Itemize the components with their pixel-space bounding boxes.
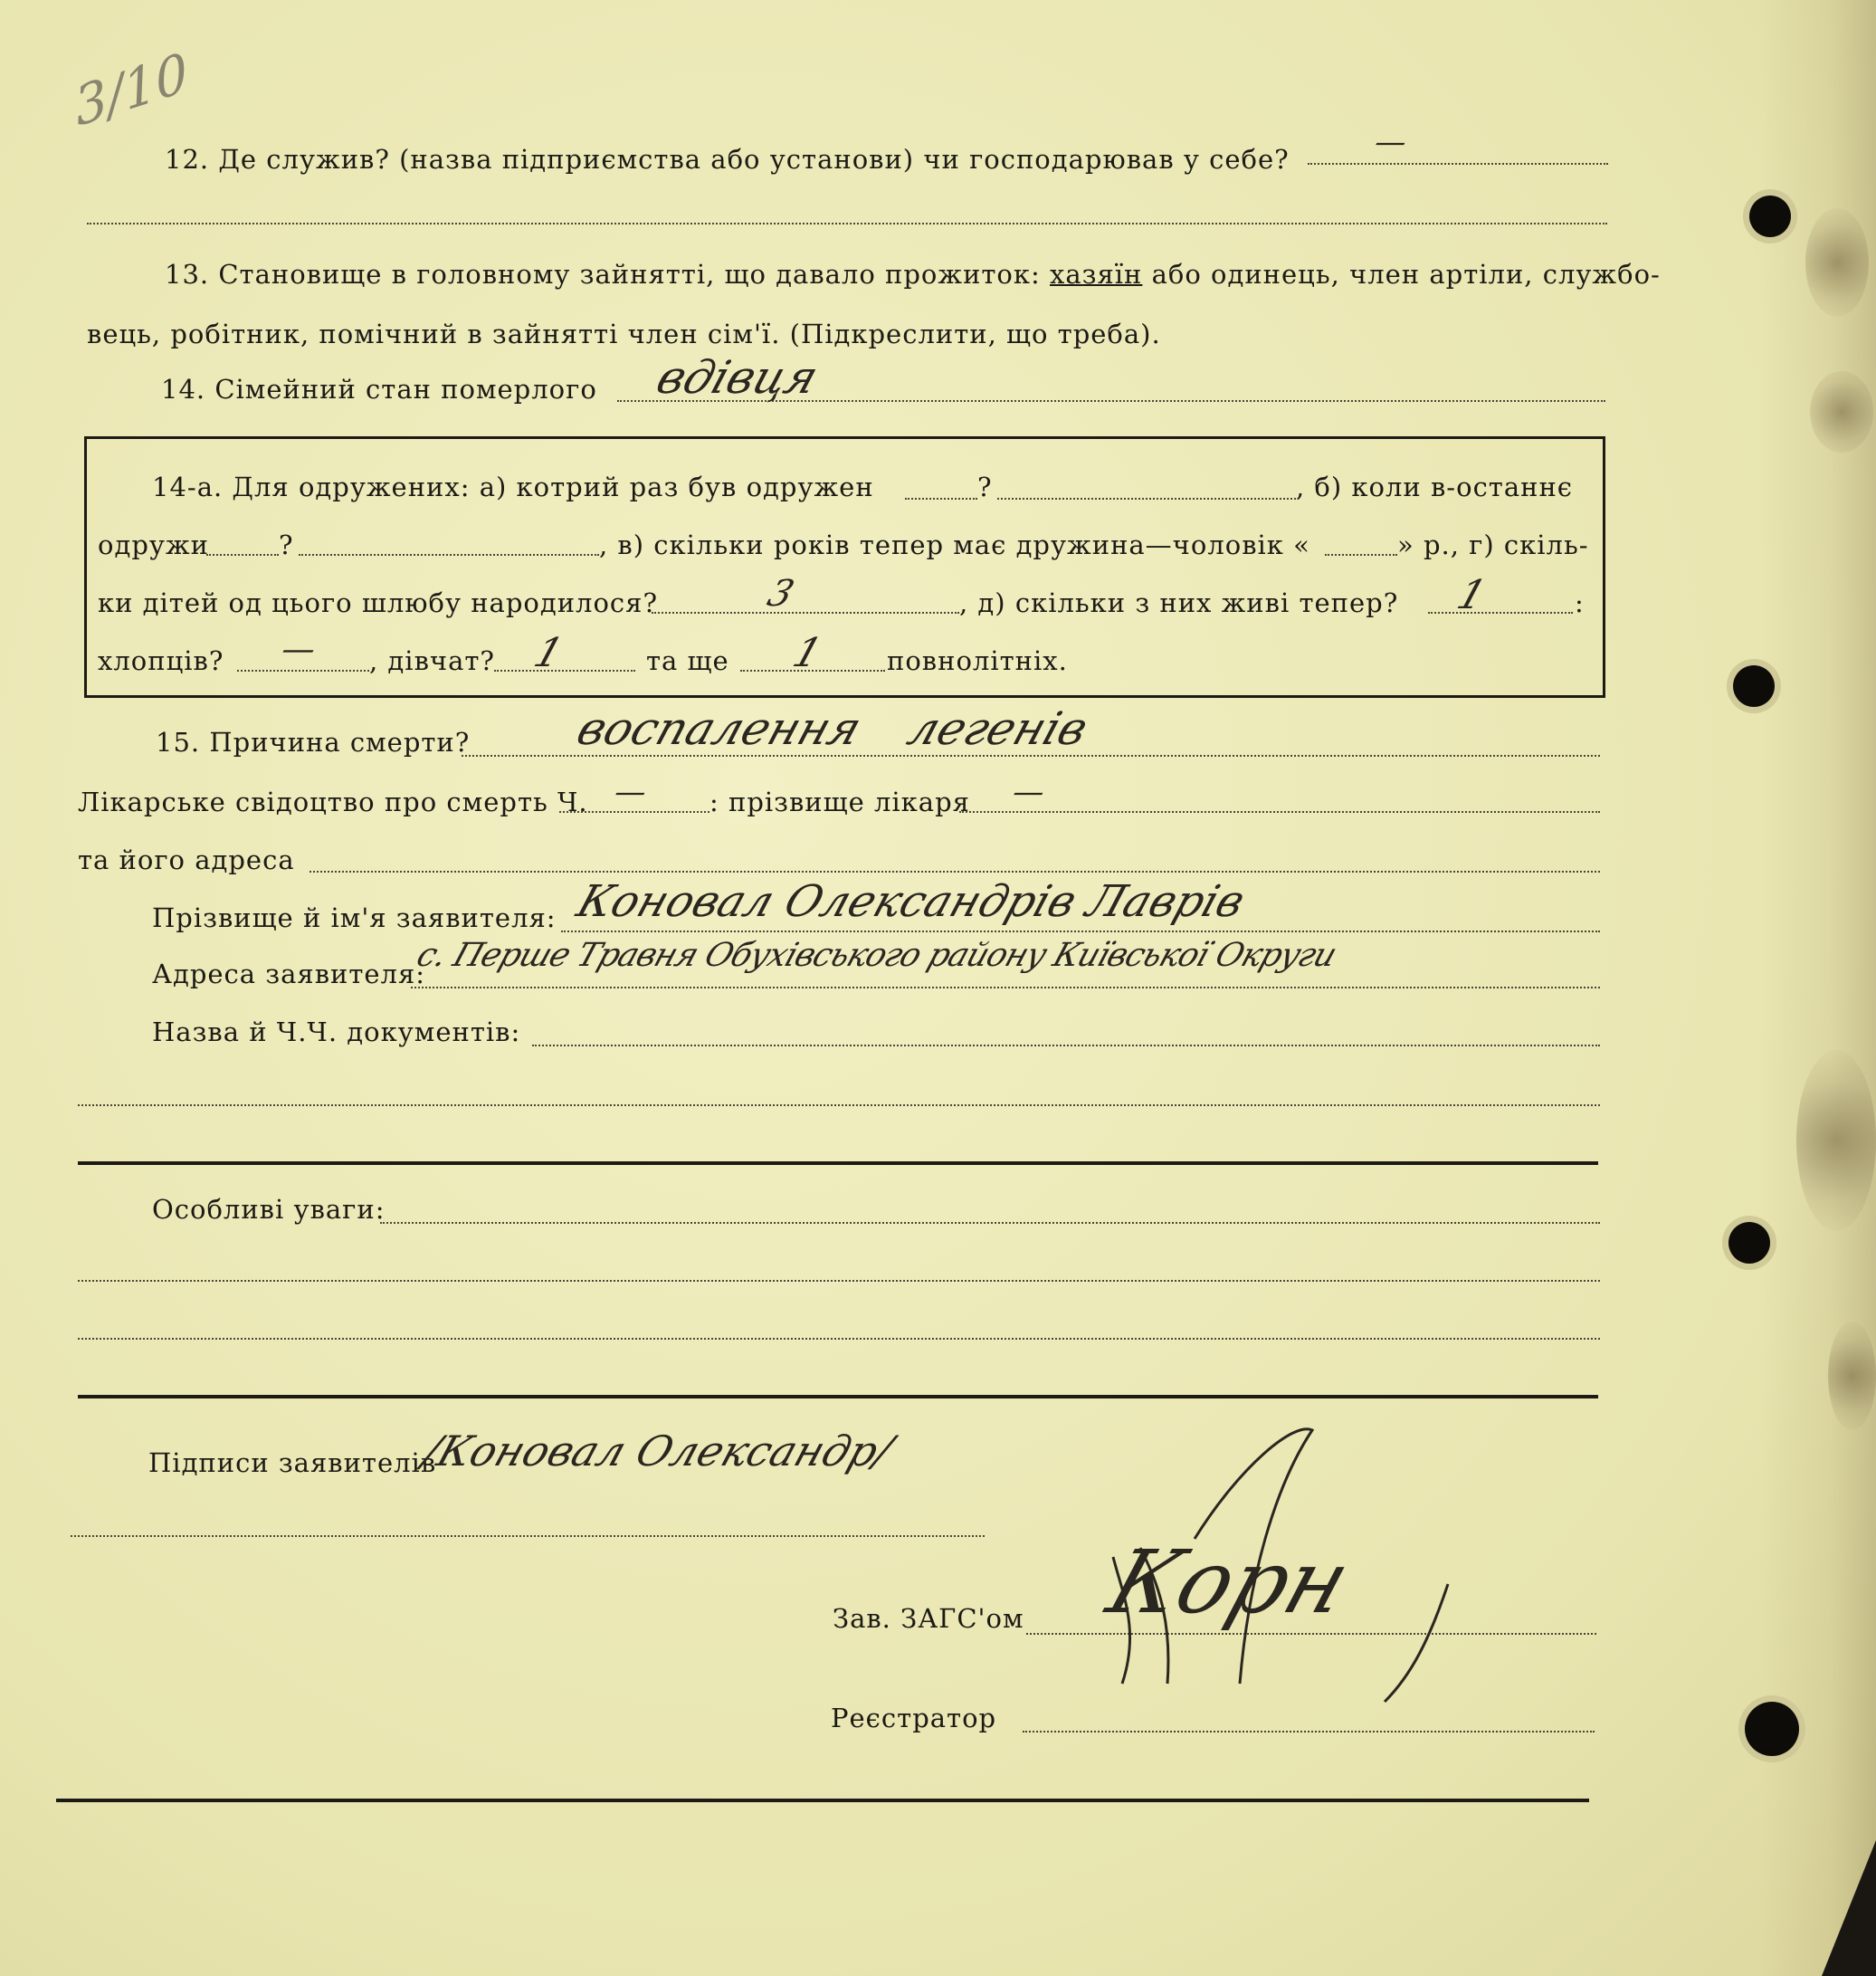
applicant-address-value: с. Перше Травня Обухівського району Київської Округи bbox=[412, 937, 1341, 974]
q14a-text: , в) скільки років тепер має дружина—чоловік « bbox=[599, 530, 1310, 560]
applicant-signature-label: Підписи заявителів bbox=[148, 1447, 437, 1478]
q12-answer-line bbox=[1308, 163, 1608, 165]
q15-answer: воспалення легенів bbox=[570, 702, 1095, 755]
bottom-rule bbox=[56, 1799, 1589, 1802]
doctor-cert-label: Лікарське свідоцтво про смерть Ч. bbox=[78, 787, 588, 817]
q14a-text: , д) скільки з них живі тепер? bbox=[959, 587, 1399, 618]
q14-label: 14. Сімейний стан померлого bbox=[161, 374, 597, 405]
q13-line1 bbox=[165, 259, 1661, 290]
q14a-text: » р., г) скіль- bbox=[1397, 530, 1589, 560]
q14a-alive-value: 1 bbox=[1451, 572, 1492, 618]
q14a-times-married-line bbox=[905, 498, 977, 500]
documents-line bbox=[532, 1045, 1600, 1046]
applicant-name-label: Прізвище й ім'я заявителя: bbox=[152, 902, 557, 933]
q14a-text: 14-а. Для одружених: а) котрий раз був одружен bbox=[152, 472, 874, 502]
q14a-q: ? bbox=[279, 530, 294, 560]
doctor-name-label: : прізвище лікаря bbox=[709, 787, 970, 817]
doctor-address-label: та його адреса bbox=[78, 845, 295, 875]
q14a-children-value: 3 bbox=[762, 573, 799, 615]
notes-line bbox=[380, 1222, 1600, 1224]
q13-line2: вець, робітник, помічний в зайнятті член сім'ї. (Підкреслити, що треба). bbox=[87, 319, 1161, 349]
torn-corner bbox=[1822, 1840, 1876, 1976]
q14a-line bbox=[299, 554, 599, 556]
q14a-spouse-age-line bbox=[1325, 554, 1397, 556]
stain bbox=[1796, 1050, 1876, 1231]
q13-text-b: або одинець, член артіли, службо- bbox=[1151, 259, 1661, 290]
binder-hole bbox=[1749, 196, 1791, 237]
doctor-cert-line bbox=[559, 811, 709, 813]
q15-answer-line bbox=[462, 755, 1600, 757]
q14a-boys-value: — bbox=[276, 631, 321, 668]
q14a-text: хлопців? bbox=[98, 645, 224, 676]
q14a-girls-value: 1 bbox=[528, 630, 569, 676]
q14a-adults-value: 1 bbox=[786, 630, 828, 676]
q14a-text: : bbox=[1575, 587, 1585, 618]
margin-mark: 3/10 bbox=[71, 40, 192, 139]
q13-text-a: 13. Становище в головному зайнятті, що давало прожиток: bbox=[165, 259, 1041, 290]
q12-label: 12. Де служив? (назва підприємства або установи) чи господарював у себе? bbox=[165, 144, 1290, 175]
head-signature-flourish bbox=[1086, 1412, 1502, 1720]
stain bbox=[1810, 371, 1873, 453]
q14a-text: та ще bbox=[646, 645, 729, 676]
q14a-alive-line bbox=[1428, 612, 1573, 614]
notes-label: Особливі уваги: bbox=[152, 1194, 386, 1225]
applicant-name-value: Коновал Олександрів Лаврів bbox=[570, 876, 1252, 927]
notes-line-3 bbox=[78, 1338, 1600, 1340]
doctor-address-line bbox=[309, 871, 1600, 873]
q12-answer-line-2 bbox=[87, 223, 1607, 224]
registrar-label: Реєстратор bbox=[831, 1703, 997, 1733]
applicant-signature: /Коновал Олександр/ bbox=[417, 1427, 899, 1475]
q14a-children-line bbox=[652, 612, 959, 614]
q14a-line bbox=[206, 554, 279, 556]
section-rule bbox=[78, 1161, 1598, 1165]
q14a-q: ? bbox=[977, 472, 993, 502]
q14-answer: вдівця bbox=[650, 351, 825, 404]
q14a-text: , дівчат? bbox=[369, 645, 495, 676]
q14a-text: повнолітніх. bbox=[887, 645, 1068, 676]
binder-hole bbox=[1728, 1222, 1770, 1264]
notes-line-2 bbox=[78, 1280, 1600, 1282]
doctor-cert-value: — bbox=[609, 774, 652, 810]
applicant-address-line bbox=[411, 987, 1600, 988]
binder-hole bbox=[1733, 665, 1775, 707]
stain bbox=[1828, 1322, 1876, 1430]
q14a-text: , б) коли в-останнє bbox=[1296, 472, 1574, 502]
registrar-line bbox=[1023, 1731, 1595, 1733]
q15-label: 15. Причина смерти? bbox=[156, 727, 471, 758]
applicant-signature-line bbox=[71, 1535, 985, 1537]
documents-label: Назва й Ч.Ч. документів: bbox=[152, 1017, 521, 1047]
section-rule bbox=[78, 1395, 1598, 1398]
q14a-boys-line bbox=[237, 670, 369, 672]
documents-line-2 bbox=[78, 1104, 1600, 1106]
q14a-text: ки дітей од цього шлюбу народилося? bbox=[98, 587, 659, 618]
doctor-name-line bbox=[959, 811, 1600, 813]
binder-hole bbox=[1745, 1702, 1799, 1756]
applicant-address-label: Адреса заявителя: bbox=[152, 959, 426, 989]
q14a-girls-line bbox=[494, 670, 635, 672]
q13-selected-option: хазяїн bbox=[1050, 259, 1143, 290]
head-signature: Корн bbox=[1096, 1532, 1362, 1633]
q14a-text: одружи bbox=[98, 530, 209, 560]
q14a-line bbox=[997, 498, 1296, 500]
head-label: Зав. ЗАГС'ом bbox=[833, 1603, 1024, 1634]
q12-answer: — bbox=[1369, 124, 1413, 160]
doctor-name-value: — bbox=[1007, 774, 1051, 810]
applicant-name-line bbox=[561, 931, 1600, 932]
stain bbox=[1805, 208, 1869, 317]
